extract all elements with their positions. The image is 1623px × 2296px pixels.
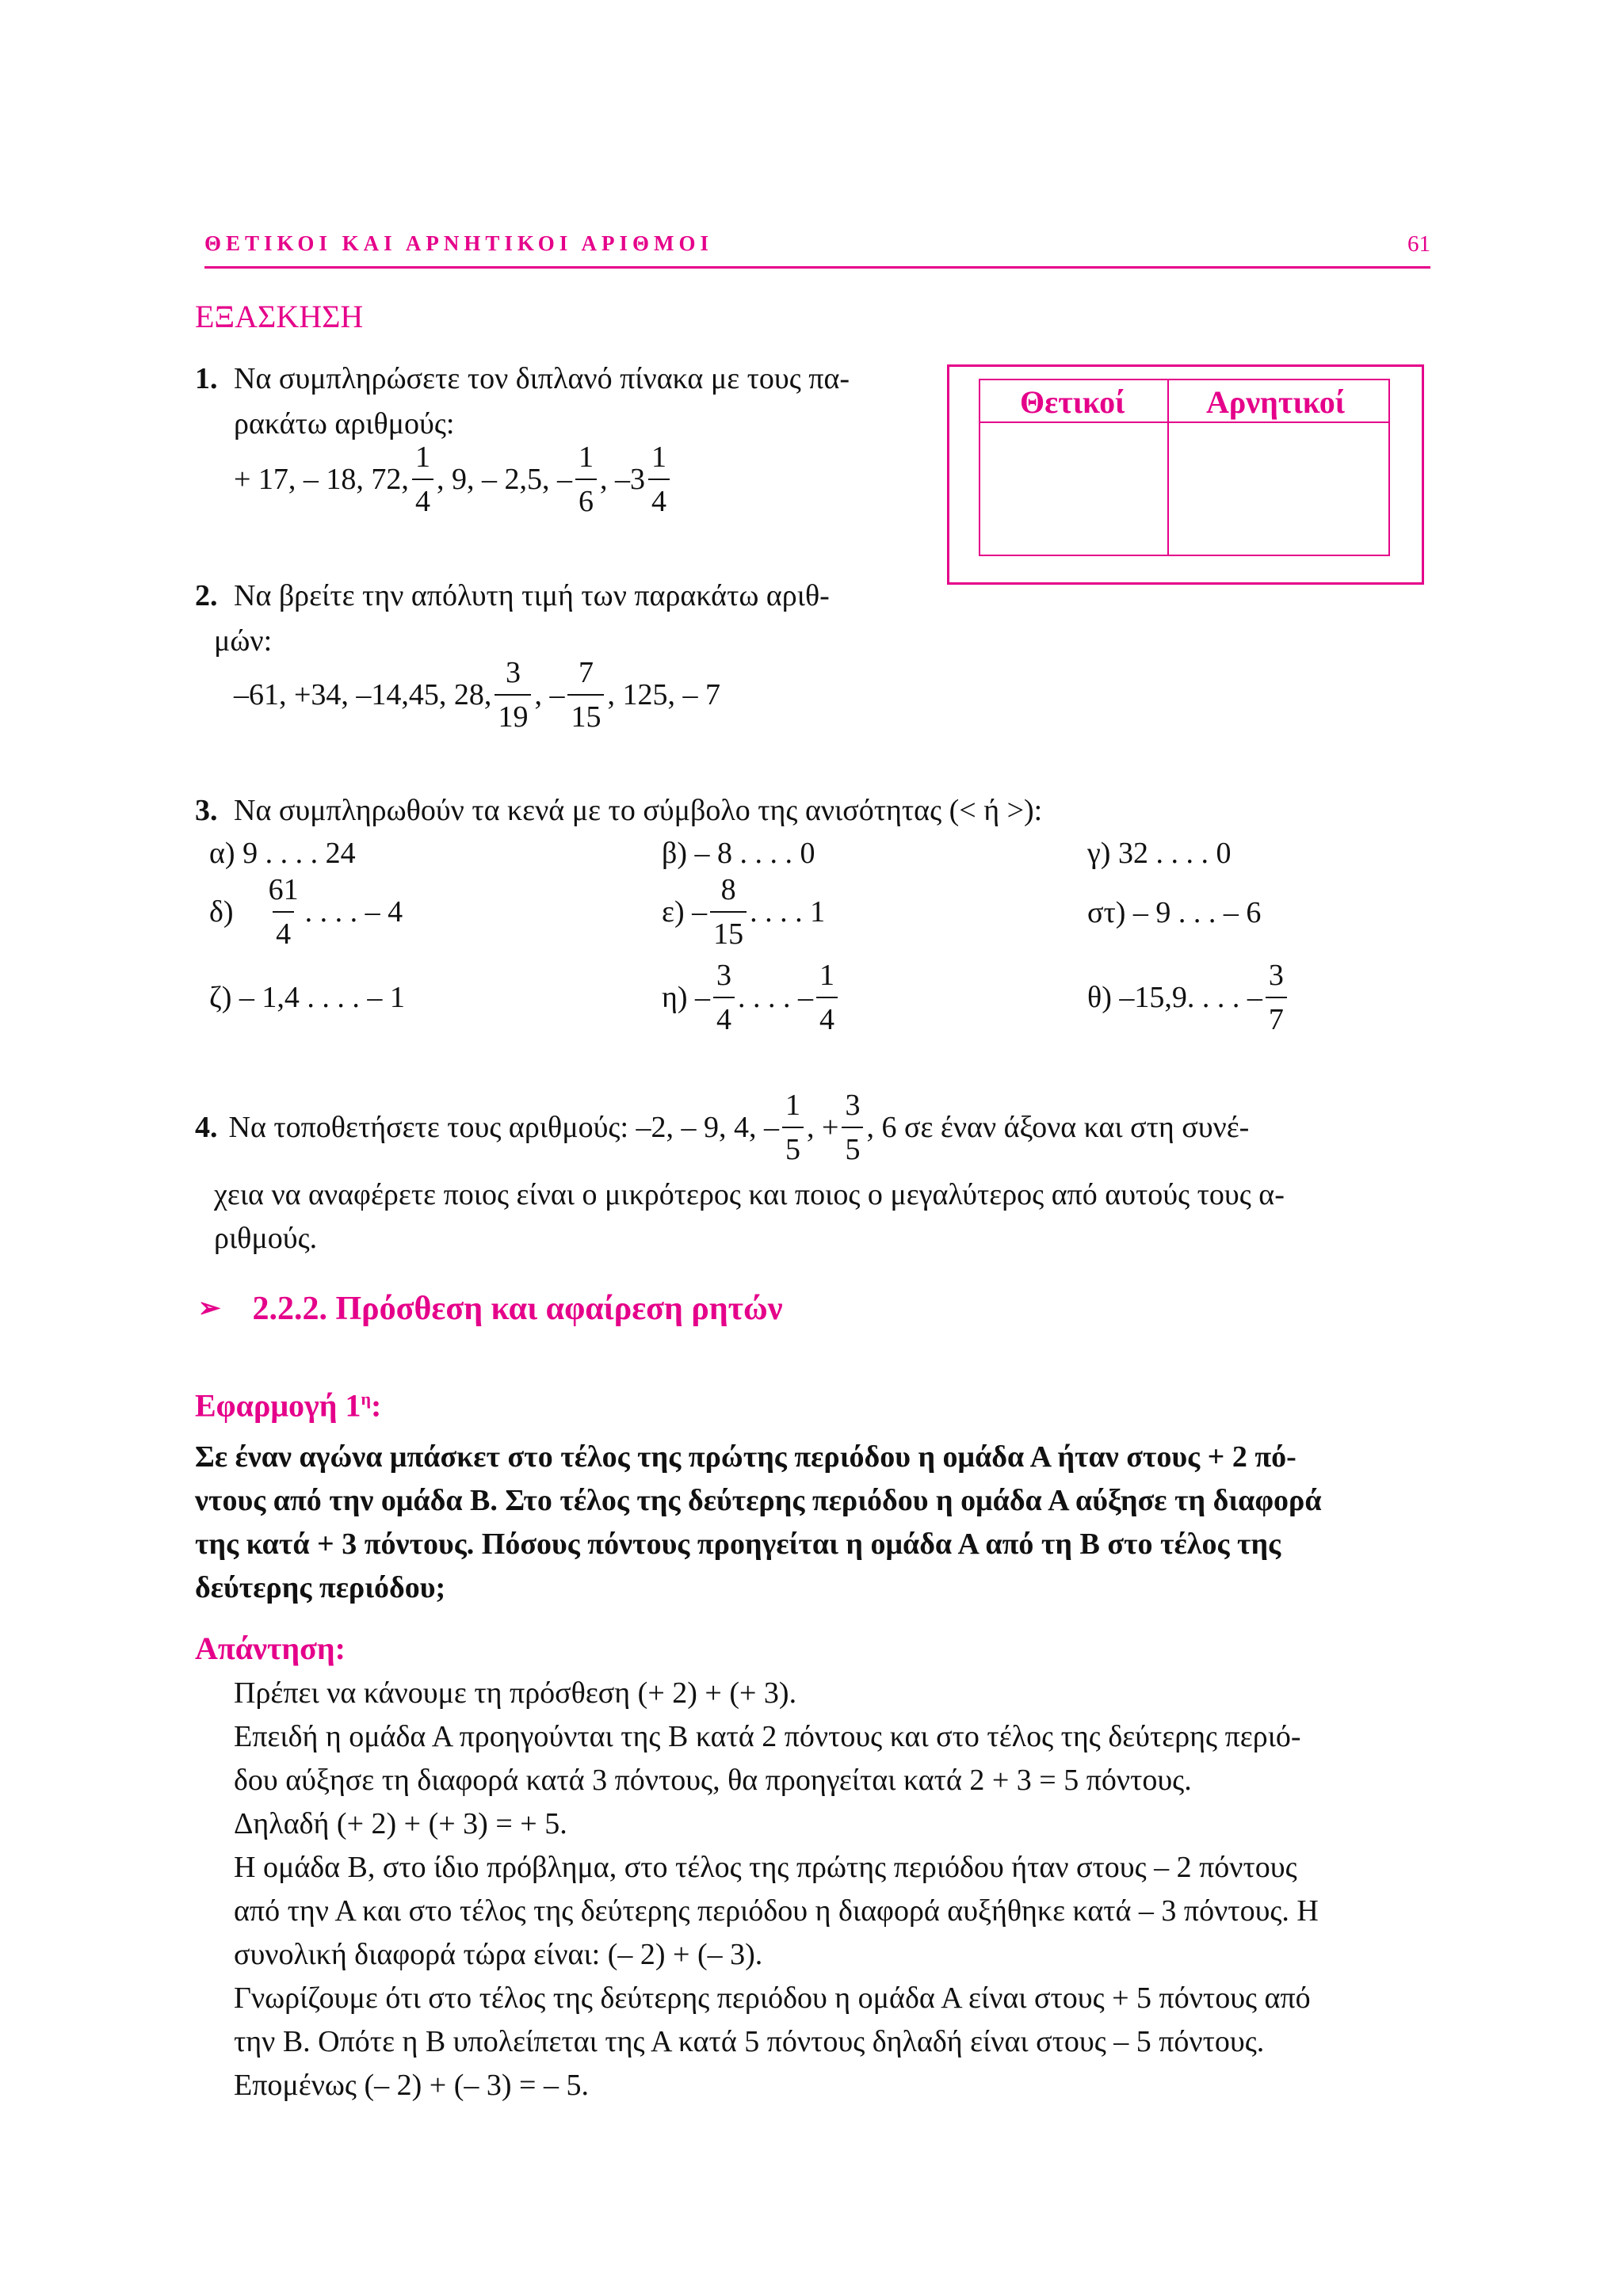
fraction: $\frac{1}{4}$: [816, 960, 838, 1035]
ex3-item-z: ζ) – 1,4 . . . . – 1: [209, 981, 405, 1014]
ex3-item-st: στ) – 9 . . . – 6: [1087, 896, 1262, 929]
exercise-1-numbers: [234, 442, 673, 517]
exercise-4-line1: 4. Να τοποθετήσετε τους αριθμούς: –2, – 9, 4, – $\frac{1}{5}$ , + $\frac{3}{5}$ , 6 σε έναν άξονα και στη συνέ-: [195, 1089, 1250, 1166]
fraction: $\frac{1}{4}$: [412, 442, 433, 517]
application-heading: Εφαρμογή $1^\eta$:: [195, 1387, 382, 1424]
answer-line: την Β. Οπότε η Β υπολείπεται της Α κατά 5 πόντους δηλαδή είναι στους – 5 πόντους.: [234, 2025, 1265, 2058]
fraction: $\frac{3}{19}$: [495, 658, 531, 732]
section-heading: [198, 1287, 783, 1330]
answer-line: Δηλαδή (+ 2) + (+ 3) = + 5.: [234, 1807, 567, 1840]
exercise-2-line1: Να βρείτε την απόλυτη τιμή των παρακάτω αριθ-: [234, 579, 830, 612]
table-divider: [1167, 380, 1169, 555]
fraction: $\frac{3}{5}$: [842, 1090, 863, 1165]
fraction: $\frac{3}{4}$: [713, 960, 735, 1035]
answer-line: από την Α και στο τέλος της δεύτερης περιόδου η διαφορά αυξήθηκε κατά – 3 πόντους. Η: [234, 1894, 1319, 1928]
answer-line: Πρέπει να κάνουμε τη πρόσθεση (+ 2) + (+ 3).: [234, 1676, 797, 1710]
ex1-part2: , 9, – 2,5, –: [436, 463, 572, 496]
exercise-4-line2: χεια να αναφέρετε ποιος είναι ο μικρότερος και ποιος ο μεγαλύτερος από αυτούς τους α-: [214, 1178, 1285, 1211]
table-col-negative: Αρνητικοί: [1206, 384, 1346, 420]
ex3-item-e: ε) – $\frac{8}{15}$ . . . . 1: [662, 873, 826, 951]
exercise-1-line1: Να συμπληρώσετε τον διπλανό πίνακα με τους πα-: [234, 362, 850, 395]
fraction: $\frac{1}{6}$: [575, 442, 597, 517]
fraction: $\frac{1}{4}$: [648, 442, 670, 517]
ex3-item-c: γ) 32 . . . . 0: [1087, 837, 1232, 870]
ex1-part3: , –3: [599, 463, 645, 496]
exercise-2-numbers: [234, 658, 720, 732]
fraction: $\frac{1}{5}$: [782, 1090, 804, 1165]
fraction: $\frac{7}{15}$: [567, 658, 604, 732]
arrow-bullet-icon: ➢: [198, 1294, 221, 1323]
answer-line: συνολική διαφορά τώρα είναι: (– 2) + (– 3).: [234, 1938, 763, 1971]
exercise-4-line3: ριθμούς.: [214, 1222, 318, 1255]
running-header: [204, 231, 1430, 269]
ex1-part1: + 17, – 18, 72,: [234, 463, 409, 496]
ex3-item-b: β) – 8 . . . . 0: [662, 837, 815, 870]
table-col-positive: Θετικοί: [1020, 384, 1125, 420]
answer-line: Επειδή η ομάδα Α προηγούνται της Β κατά 2 πόντους και στο τέλος της δεύτερης περιό-: [234, 1720, 1301, 1753]
problem-line-3: της κατά + 3 πόντους. Πόσους πόντους προηγείται η ομάδα Α από τη Β στο τέλος της: [195, 1527, 1281, 1561]
fraction: $\frac{3}{7}$: [1266, 960, 1287, 1035]
ex2-part3: , 125, – 7: [607, 678, 720, 711]
problem-line-4: δεύτερης περιόδου;: [195, 1571, 446, 1604]
exercise-1-number: 1.: [195, 362, 218, 395]
exercise-2-number: 2.: [195, 579, 218, 612]
ex3-item-a: α) 9 . . . . 24: [209, 837, 356, 870]
ex2-part1: –61, +34, –14,45, 28,: [234, 678, 492, 711]
page-number: 61: [1407, 231, 1430, 257]
classification-table: [979, 379, 1390, 556]
problem-line-2: ντους από την ομάδα Β. Στο τέλος της δεύτερης περιόδου η ομάδα Α αύξησε τη διαφορά: [195, 1484, 1322, 1517]
ex3-item-d: δ) $\frac{61}{4}$ . . . . – 4: [209, 873, 403, 951]
ex3-item-th: θ) –15,9. . . . – $\frac{3}{7}$: [1087, 960, 1290, 1035]
answer-line: Γνωρίζουμε ότι στο τέλος της δεύτερης περιόδου η ομάδα Α είναι στους + 5 πόντους από: [234, 1981, 1311, 2015]
exercise-3-number: 3.: [195, 794, 218, 827]
ex2-part2: , –: [534, 678, 565, 711]
answer-line: Επομένως (– 2) + (– 3) = – 5.: [234, 2069, 589, 2102]
chapter-title: ΘΕΤΙΚΟΙ ΚΑΙ ΑΡΝΗΤΙΚΟΙ ΑΡΙΘΜΟΙ: [204, 231, 714, 255]
answer-line: Η ομάδα Β, στο ίδιο πρόβλημα, στο τέλος της πρώτης περιόδου ήταν στους – 2 πόντους: [234, 1851, 1297, 1884]
fraction: $\frac{61}{4}$: [268, 873, 299, 951]
exercise-3-line1: Να συμπληρωθούν τα κενά με το σύμβολο της ανισότητας (< ή >):: [234, 794, 1043, 827]
exercise-1-line2: ρακάτω αριθμούς:: [234, 407, 455, 441]
answer-line: δου αύξησε τη διαφορά κατά 3 πόντους, θα προηγείται κατά 2 + 3 = 5 πόντους.: [234, 1764, 1192, 1797]
answer-heading: Απάντηση:: [195, 1630, 346, 1666]
fraction: $\frac{8}{15}$: [710, 875, 747, 949]
exercise-heading: ΕΞΑΣΚΗΣΗ: [195, 299, 364, 334]
section-title: 2.2.2. Πρόσθεση και αφαίρεση ρητών: [252, 1291, 783, 1327]
ex3-item-h: η) – $\frac{3}{4}$ . . . . – $\frac{1}{4}$: [662, 960, 841, 1035]
exercise-2-line2: μών:: [214, 624, 273, 658]
problem-line-1: Σε έναν αγώνα μπάσκετ στο τέλος της πρώτης περιόδου η ομάδα Α ήταν στους + 2 πό-: [195, 1440, 1296, 1474]
